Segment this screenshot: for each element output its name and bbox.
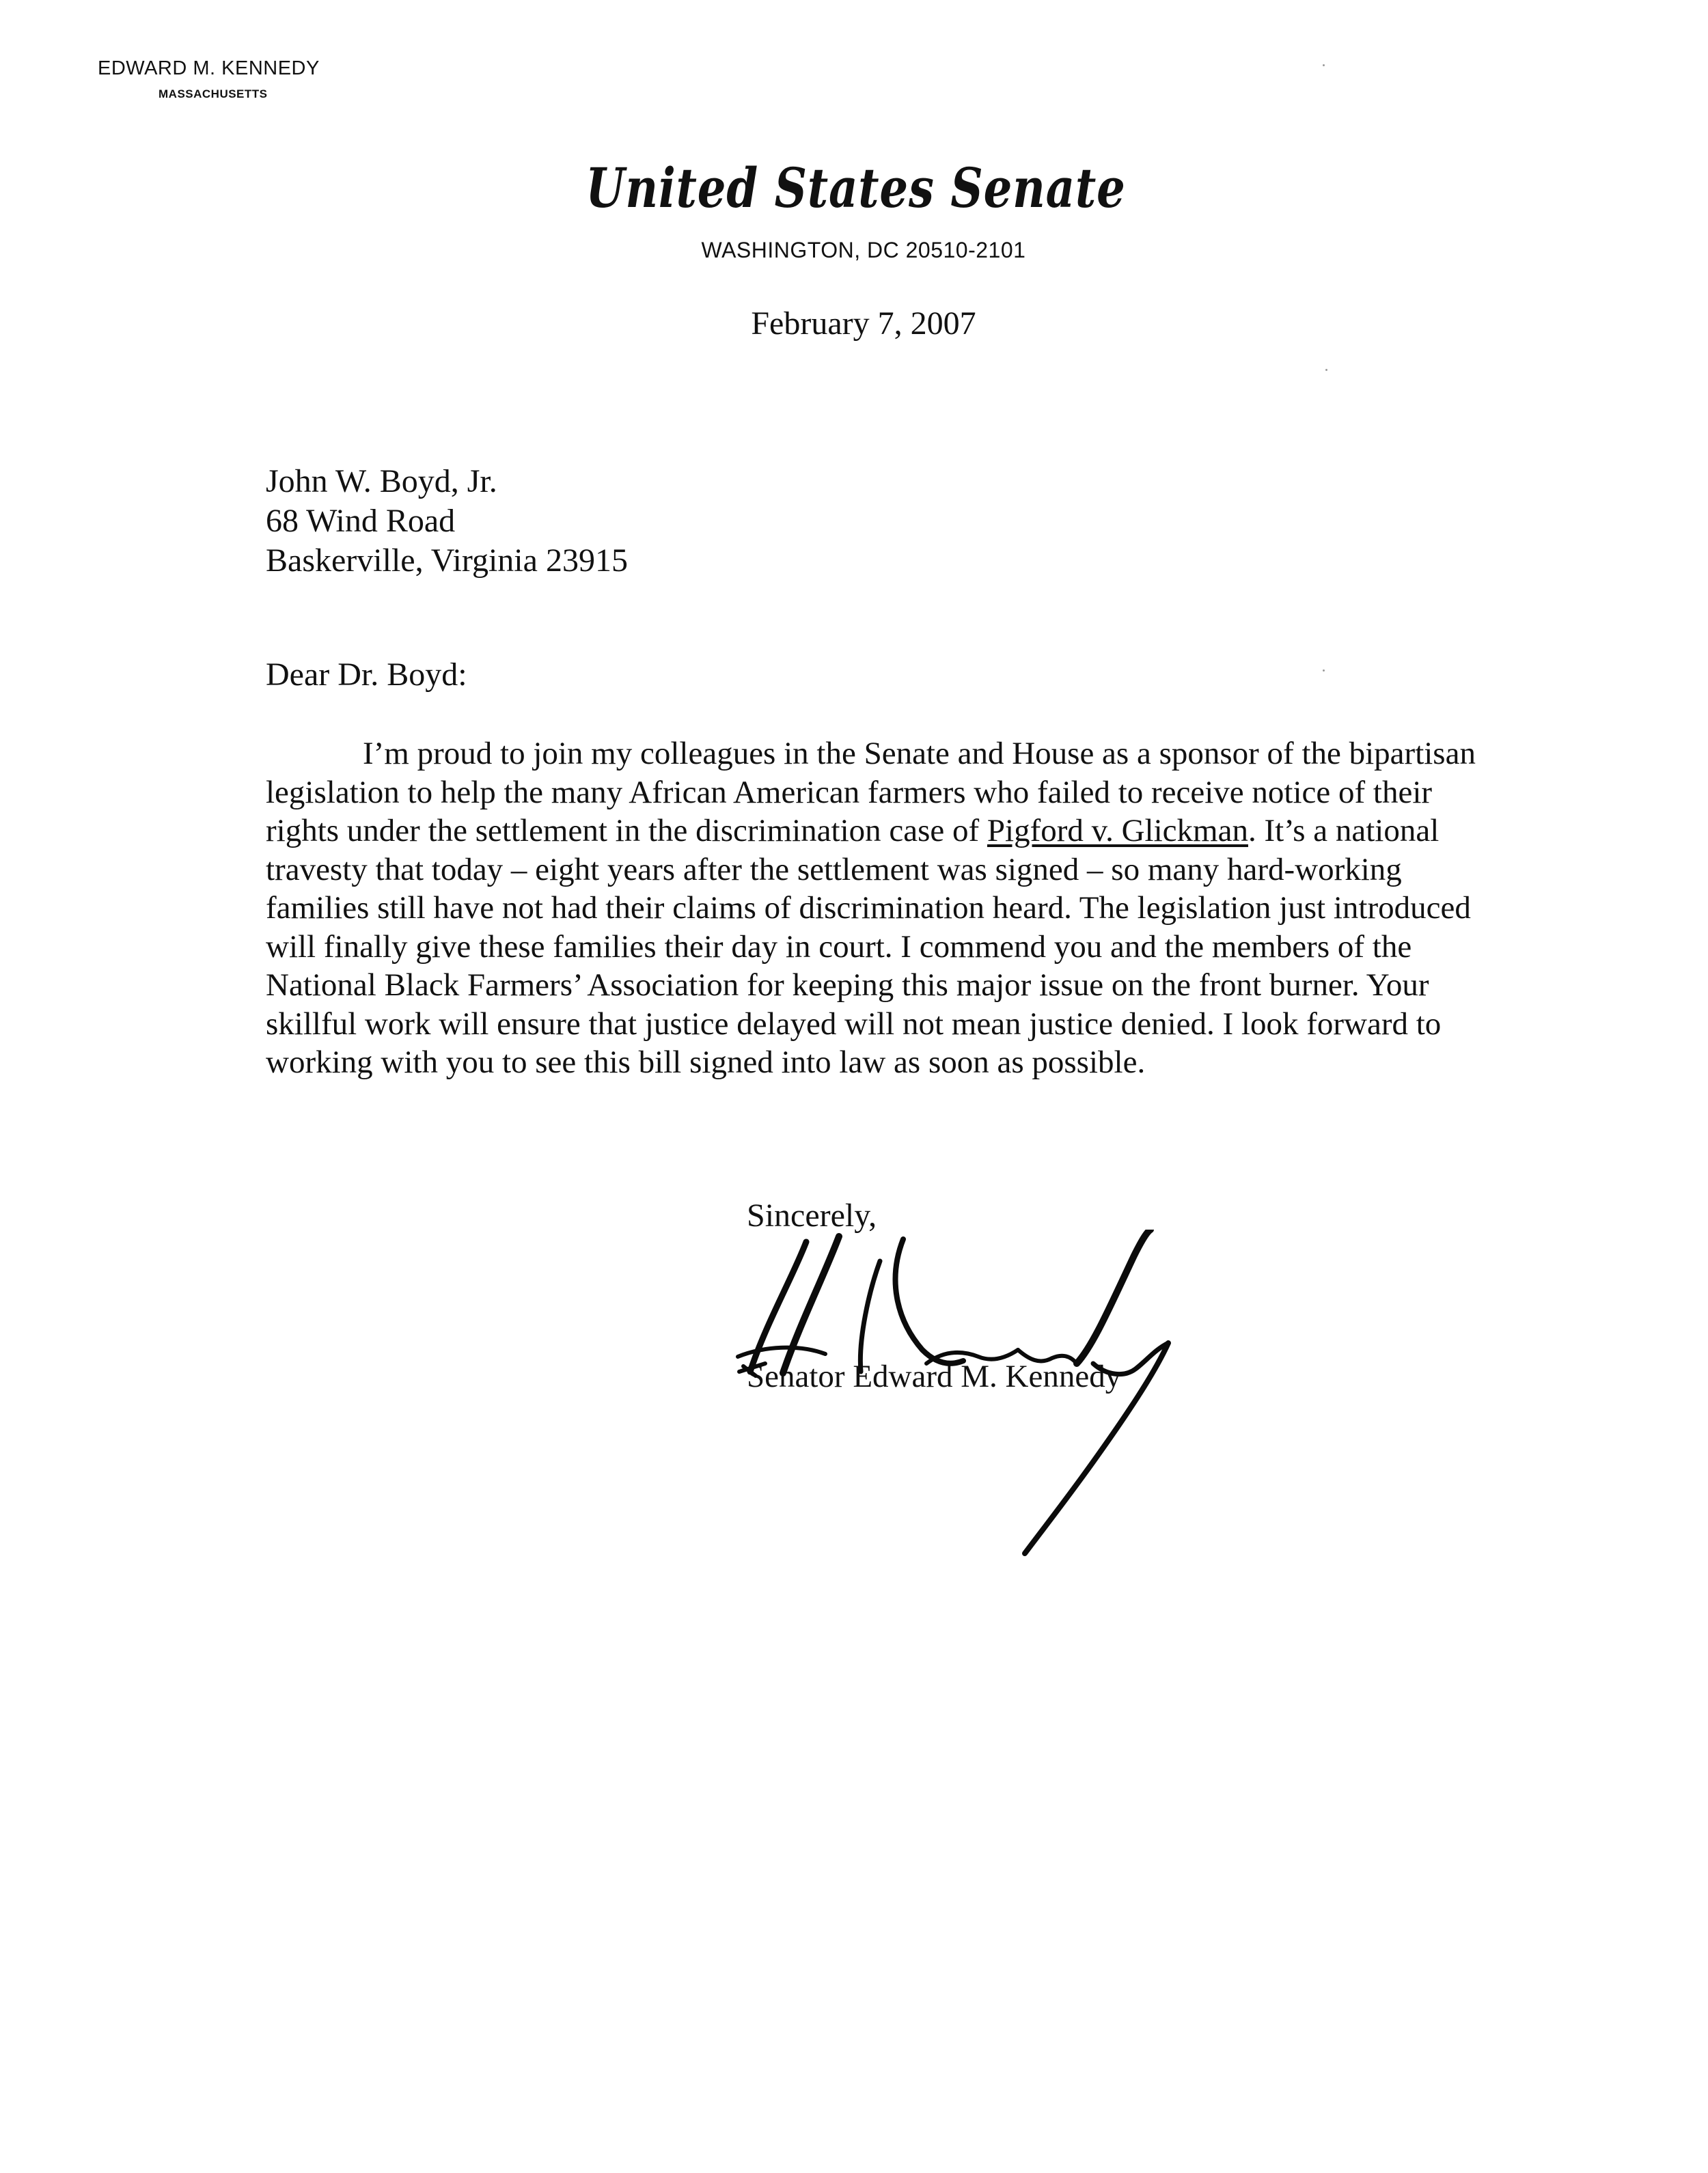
recipient-address-block bbox=[266, 462, 628, 581]
letterhead-address: WASHINGTON, DC 20510-2101 bbox=[701, 238, 1026, 262]
body-text-before-case: I’m proud to join my colleagues in the Senate and House as a sponsor of the bipartisan legislation to help the many African American farmers who failed to receive notice of their rights under the settlement in the discrimination case of bbox=[266, 736, 1476, 848]
sender-name: EDWARD M. KENNEDY bbox=[98, 57, 320, 79]
scan-speck bbox=[1323, 64, 1325, 66]
case-name: Pigford v. Glickman bbox=[987, 813, 1248, 848]
typed-signature-name: Senator Edward M. Kennedy bbox=[747, 1359, 1122, 1394]
scan-speck bbox=[1323, 669, 1325, 672]
body-text-after-case: . It’s a national travesty that today – eight years after the settlement was signed – so many hard-working families still have not had their claims of discrimination heard. The legislation just introduced will finally give these families their day in court. I commend you and the members of the National Black Farmers’ Association for keeping this major issue on the front burner. Your skillful work will ensure that justice delayed will not mean justice denied. I look forward to working with you to see this bill signed into law as soon as possible. bbox=[266, 813, 1471, 1080]
recipient-name: John W. Boyd, Jr. bbox=[266, 463, 497, 499]
letter-date: February 7, 2007 bbox=[751, 305, 976, 342]
scan-speck bbox=[1325, 369, 1327, 371]
sender-state: MASSACHUSETTS bbox=[159, 87, 268, 100]
salutation: Dear Dr. Boyd: bbox=[266, 656, 467, 693]
closing: Sincerely, bbox=[747, 1198, 877, 1234]
recipient-street: 68 Wind Road bbox=[266, 503, 456, 539]
recipient-city-state-zip: Baskerville, Virginia 23915 bbox=[266, 542, 628, 579]
letterhead-title: United States Senate bbox=[586, 156, 1126, 220]
letter-body-paragraph bbox=[266, 734, 1489, 1082]
handwritten-signature bbox=[724, 1230, 1216, 1558]
